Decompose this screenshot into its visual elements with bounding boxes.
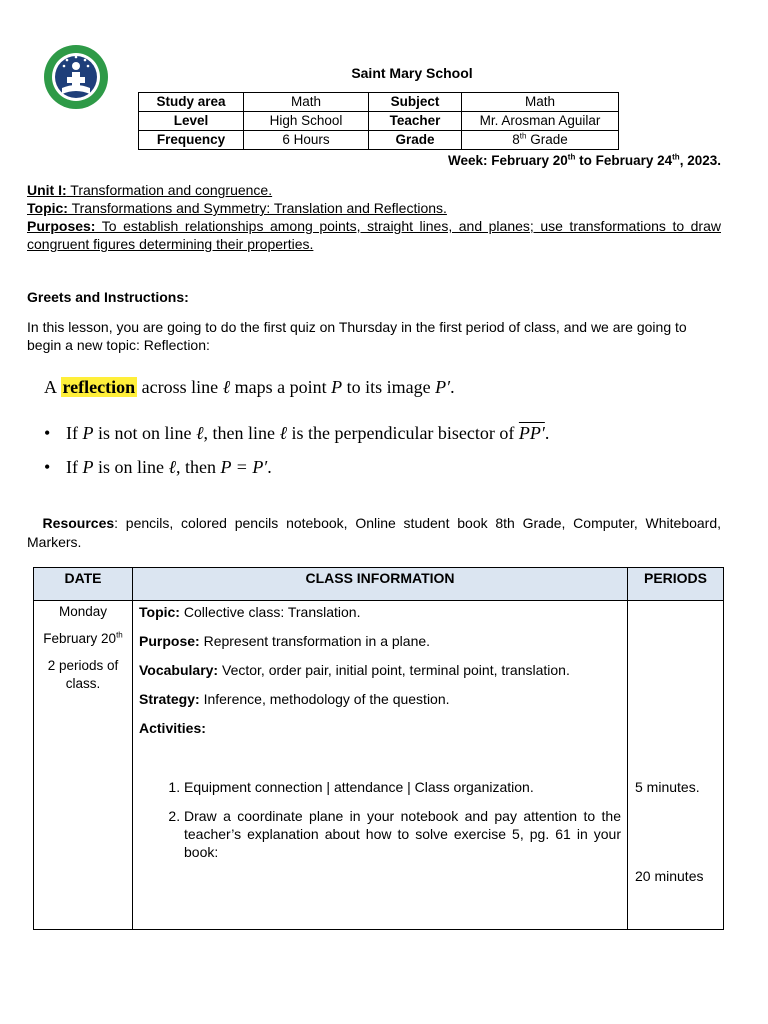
course-info-table — [138, 92, 619, 150]
study-area-value: Math — [244, 93, 369, 112]
grade-value: 8th Grade — [462, 131, 619, 150]
teacher-value: Mr. Arosman Aguilar — [462, 112, 619, 131]
purposes-line: Purposes: To establish relationships among points, straight lines, and planes; use transformations to draw congruent figures determining their properties. — [27, 218, 721, 252]
plan-vocabulary: Vocabulary: Vector, order pair, initial point, terminal point, translation. — [139, 662, 570, 678]
activity-2-time: 20 minutes — [635, 868, 704, 884]
table-row — [139, 93, 619, 112]
week-range: Week: February 20th to February 24th, 2023. — [447, 152, 721, 168]
table-row — [34, 601, 724, 930]
study-area-label: Study area — [139, 93, 244, 112]
teacher-label: Teacher — [369, 112, 462, 131]
class-info-cell — [133, 601, 628, 930]
resources-paragraph: Resources: pencils, colored pencils notebook, Online student book 8th Grade, Computer, Whiteboard, Markers. — [27, 515, 722, 550]
topic-line: Topic: Transformations and Symmetry: Translation and Reflections. — [27, 200, 447, 216]
school-logo — [36, 42, 116, 112]
definition-bullet-1: • If P is not on line ℓ, then line ℓ is the perpendicular bisector of PP′. — [44, 423, 550, 443]
date-header: DATE — [34, 568, 133, 601]
intro-paragraph: In this lesson, you are going to do the first quiz on Thursday in the first period of class, and we are going to begin a new topic: Reflection: — [27, 319, 687, 353]
periods-count: 2 periods of class. — [47, 658, 119, 691]
date: February 20th — [43, 630, 123, 646]
subject-value: Math — [462, 93, 619, 112]
reflection-term: reflection — [62, 377, 136, 397]
periods-cell — [628, 601, 724, 930]
grade-label: Grade — [369, 131, 462, 150]
lesson-plan-table — [33, 567, 724, 930]
table-row — [139, 112, 619, 131]
plan-activities-label: Activities: — [139, 720, 206, 736]
plan-topic: Topic: Collective class: Translation. — [139, 604, 361, 620]
definition-bullet-2: • If P is on line ℓ, then P = P′. — [44, 457, 272, 477]
list-item: 1. Equipment connection | attendance | Class organization. — [184, 778, 621, 796]
day: Monday — [58, 604, 108, 619]
activities-list — [139, 778, 621, 861]
class-info-header: CLASS INFORMATION — [133, 568, 628, 601]
frequency-label: Frequency — [139, 131, 244, 150]
unit-line: Unit I: Transformation and congruence. — [27, 182, 273, 198]
table-row — [139, 131, 619, 150]
level-label: Level — [139, 112, 244, 131]
greets-heading: Greets and Instructions: — [27, 289, 189, 305]
level-value: High School — [244, 112, 369, 131]
plan-purpose: Purpose: Represent transformation in a plane. — [139, 633, 431, 649]
frequency-value: 6 Hours — [244, 131, 369, 150]
date-cell — [34, 601, 133, 930]
plan-strategy: Strategy: Inference, methodology of the question. — [139, 691, 450, 707]
list-item: 2. Draw a coordinate plane in your notebook and pay attention to the teacher’s explanation about how to solve exercise 5, pg. 61 in your book: — [184, 807, 621, 861]
school-title: Saint Mary School — [351, 65, 473, 81]
table-header-row — [34, 568, 724, 601]
periods-header: PERIODS — [628, 568, 724, 601]
subject-label: Subject — [369, 93, 462, 112]
activity-1-time: 5 minutes. — [635, 779, 700, 795]
reflection-definition: A reflection across line ℓ maps a point P to its image P′. — [44, 377, 455, 397]
